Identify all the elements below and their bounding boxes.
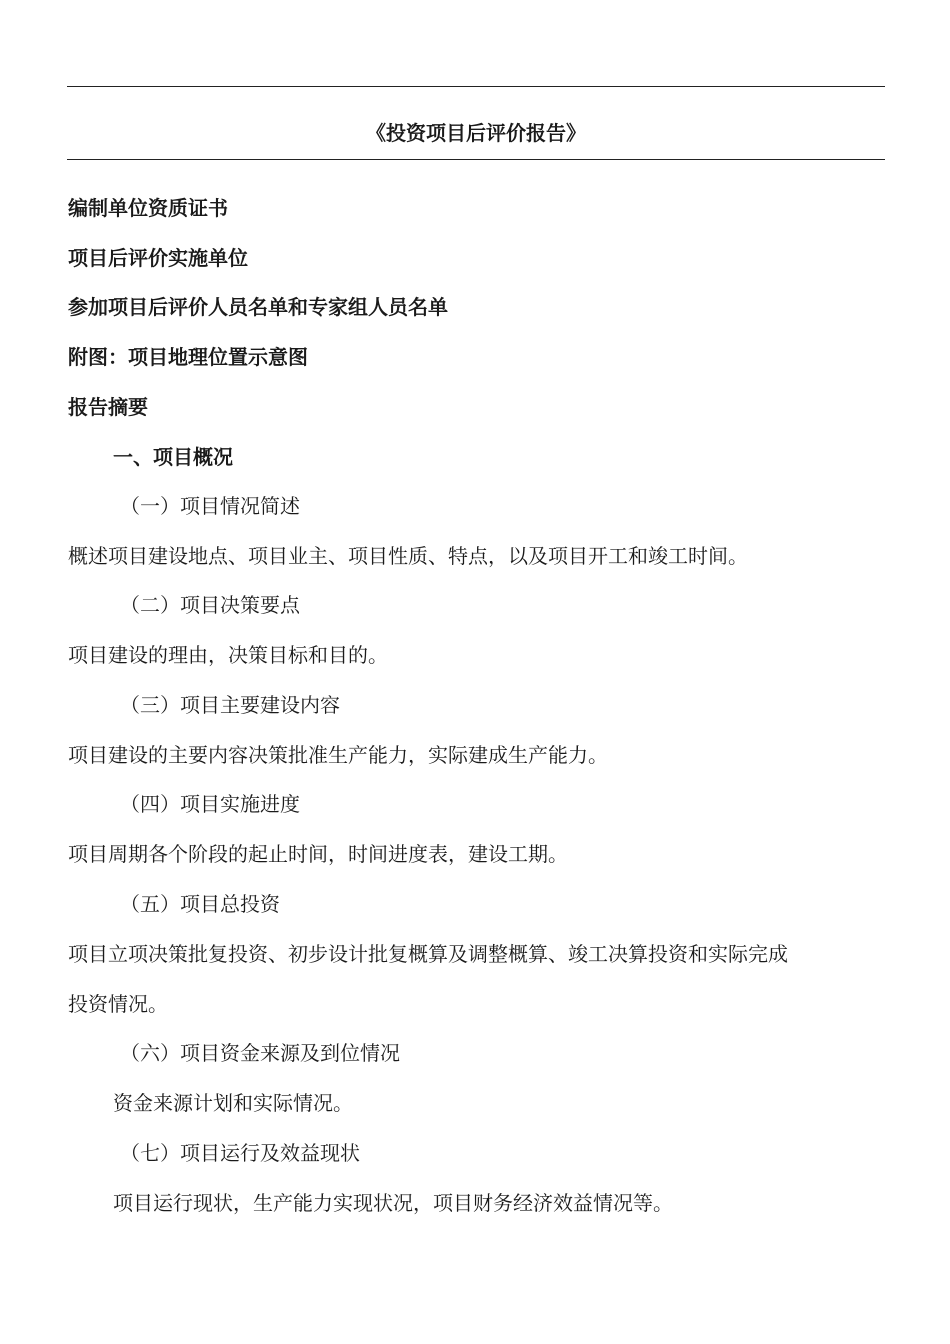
- paragraph-5-line-2: 投资情况。: [68, 992, 168, 1016]
- subsection-heading-5: （五）项目总投资: [120, 892, 280, 916]
- paragraph-1: 概述项目建设地点、项目业主、项目性质、特点，以及项目开工和竣工时间。: [68, 544, 748, 568]
- heading-implementing-unit: 项目后评价实施单位: [68, 246, 248, 270]
- paragraph-3: 项目建设的主要内容决策批准生产能力，实际建成生产能力。: [68, 743, 608, 767]
- document-title: 《投资项目后评价报告》: [366, 121, 586, 145]
- header-rule-bottom: [67, 159, 885, 160]
- section-heading-project-overview: 一、项目概况: [113, 445, 233, 469]
- heading-report-summary: 报告摘要: [68, 395, 148, 419]
- heading-personnel-list: 参加项目后评价人员名单和专家组人员名单: [68, 295, 448, 319]
- paragraph-5-line-1: 项目立项决策批复投资、初步设计批复概算及调整概算、竣工决算投资和实际完成: [68, 942, 788, 966]
- subsection-heading-3: （三）项目主要建设内容: [120, 693, 340, 717]
- subsection-heading-1: （一）项目情况简述: [120, 494, 300, 518]
- subsection-heading-4: （四）项目实施进度: [120, 792, 300, 816]
- subsection-heading-7: （七）项目运行及效益现状: [120, 1141, 360, 1165]
- paragraph-6: 资金来源计划和实际情况。: [113, 1091, 353, 1115]
- paragraph-2: 项目建设的理由，决策目标和目的。: [68, 643, 388, 667]
- subsection-heading-2: （二）项目决策要点: [120, 593, 300, 617]
- paragraph-4: 项目周期各个阶段的起止时间，时间进度表，建设工期。: [68, 842, 568, 866]
- heading-location-map: 附图：项目地理位置示意图: [68, 345, 308, 369]
- subsection-heading-6: （六）项目资金来源及到位情况: [120, 1041, 400, 1065]
- paragraph-7: 项目运行现状，生产能力实现状况，项目财务经济效益情况等。: [113, 1191, 673, 1215]
- heading-qualification-certificate: 编制单位资质证书: [68, 196, 228, 220]
- header-rule-top: [67, 86, 885, 87]
